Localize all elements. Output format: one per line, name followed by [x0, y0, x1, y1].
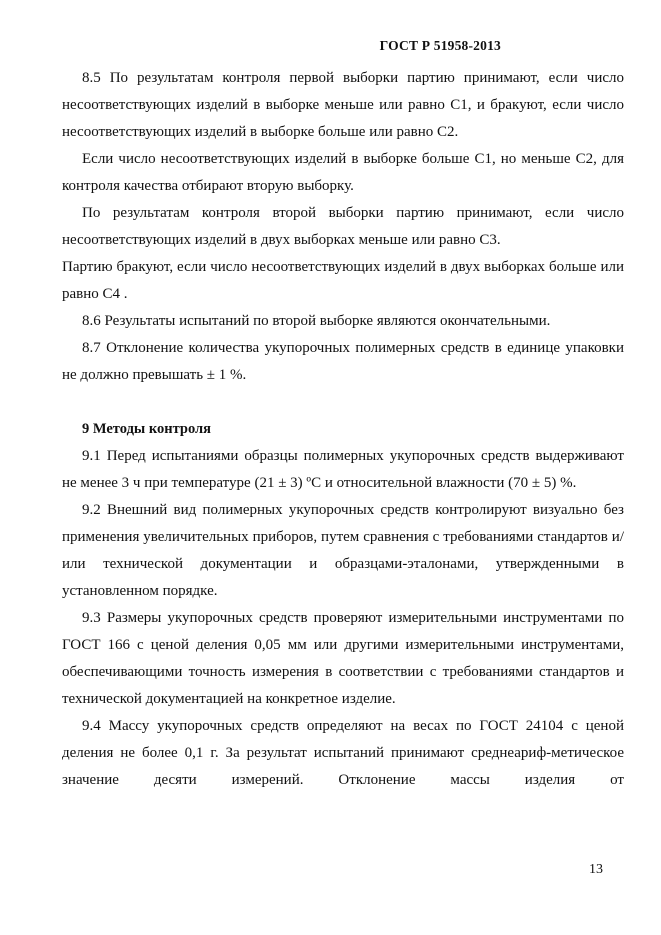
paragraph-8-6: 8.6 Результаты испытаний по второй выборке являются окончательными. [82, 313, 551, 329]
paragraph-9-4: 9.4 Массу укупорочных средств определяют на весах по ГОСТ 24104 с ценой деления не более 0,1 г. За результат испытаний принимают среднеариф-метическое значение десяти измерений. Отклонение массы изделия от [62, 718, 624, 788]
section-heading-9: 9 Методы контроля [82, 421, 212, 437]
paragraph-8-7: 8.7 Отклонение количества укупорочных полимерных средств в единице упаковки не должно превышать ± 1 %. [62, 340, 624, 383]
page-number: 13 [589, 862, 603, 877]
paragraph-8-5-accept: По результатам контроля второй выборки партию принимают, если число несоответствующих изделий в двух выборках меньше или равно С3. [62, 205, 624, 248]
document-body [62, 65, 624, 794]
paragraph-8-5: 8.5 По результатам контроля первой выборки партию принимают, если число несоответствующих изделий в выборке меньше или равно С1, и бракуют, если число несоответствующих изделий в выборке больше или равно С2. [62, 70, 624, 140]
paragraph-9-3: 9.3 Размеры укупорочных средств проверяют измерительными инструментами по ГОСТ 166 с ценой деления 0,05 мм или другими измерительными инструментами, обеспечивающими точность измерения в соответствии с требованиями стандартов и технической документацией на конкретное изделие. [62, 610, 624, 707]
paragraph-8-5-reject: Партию бракуют, если число несоответствующих изделий в двух выборках больше или равно С4 . [62, 259, 624, 302]
paragraph-8-5-second-sample: Если число несоответствующих изделий в выборке больше С1, но меньше С2, для контроля качества отбирают вторую выборку. [62, 151, 624, 194]
paragraph-9-1: 9.1 Перед испытаниями образцы полимерных укупорочных средств выдерживают не менее 3 ч при температуре (21 ± 3) ºС и относительной влажности (70 ± 5) %. [62, 448, 624, 491]
paragraph-9-2: 9.2 Внешний вид полимерных укупорочных средств контролируют визуально без применения увеличительных приборов, путем сравнения с требованиями стандартов и/или технической документации и образцами-эталонами, утвержденными в установленном порядке. [62, 502, 624, 599]
standard-code-header: ГОСТ Р 51958-2013 [379, 38, 501, 53]
section-spacer [62, 389, 624, 416]
